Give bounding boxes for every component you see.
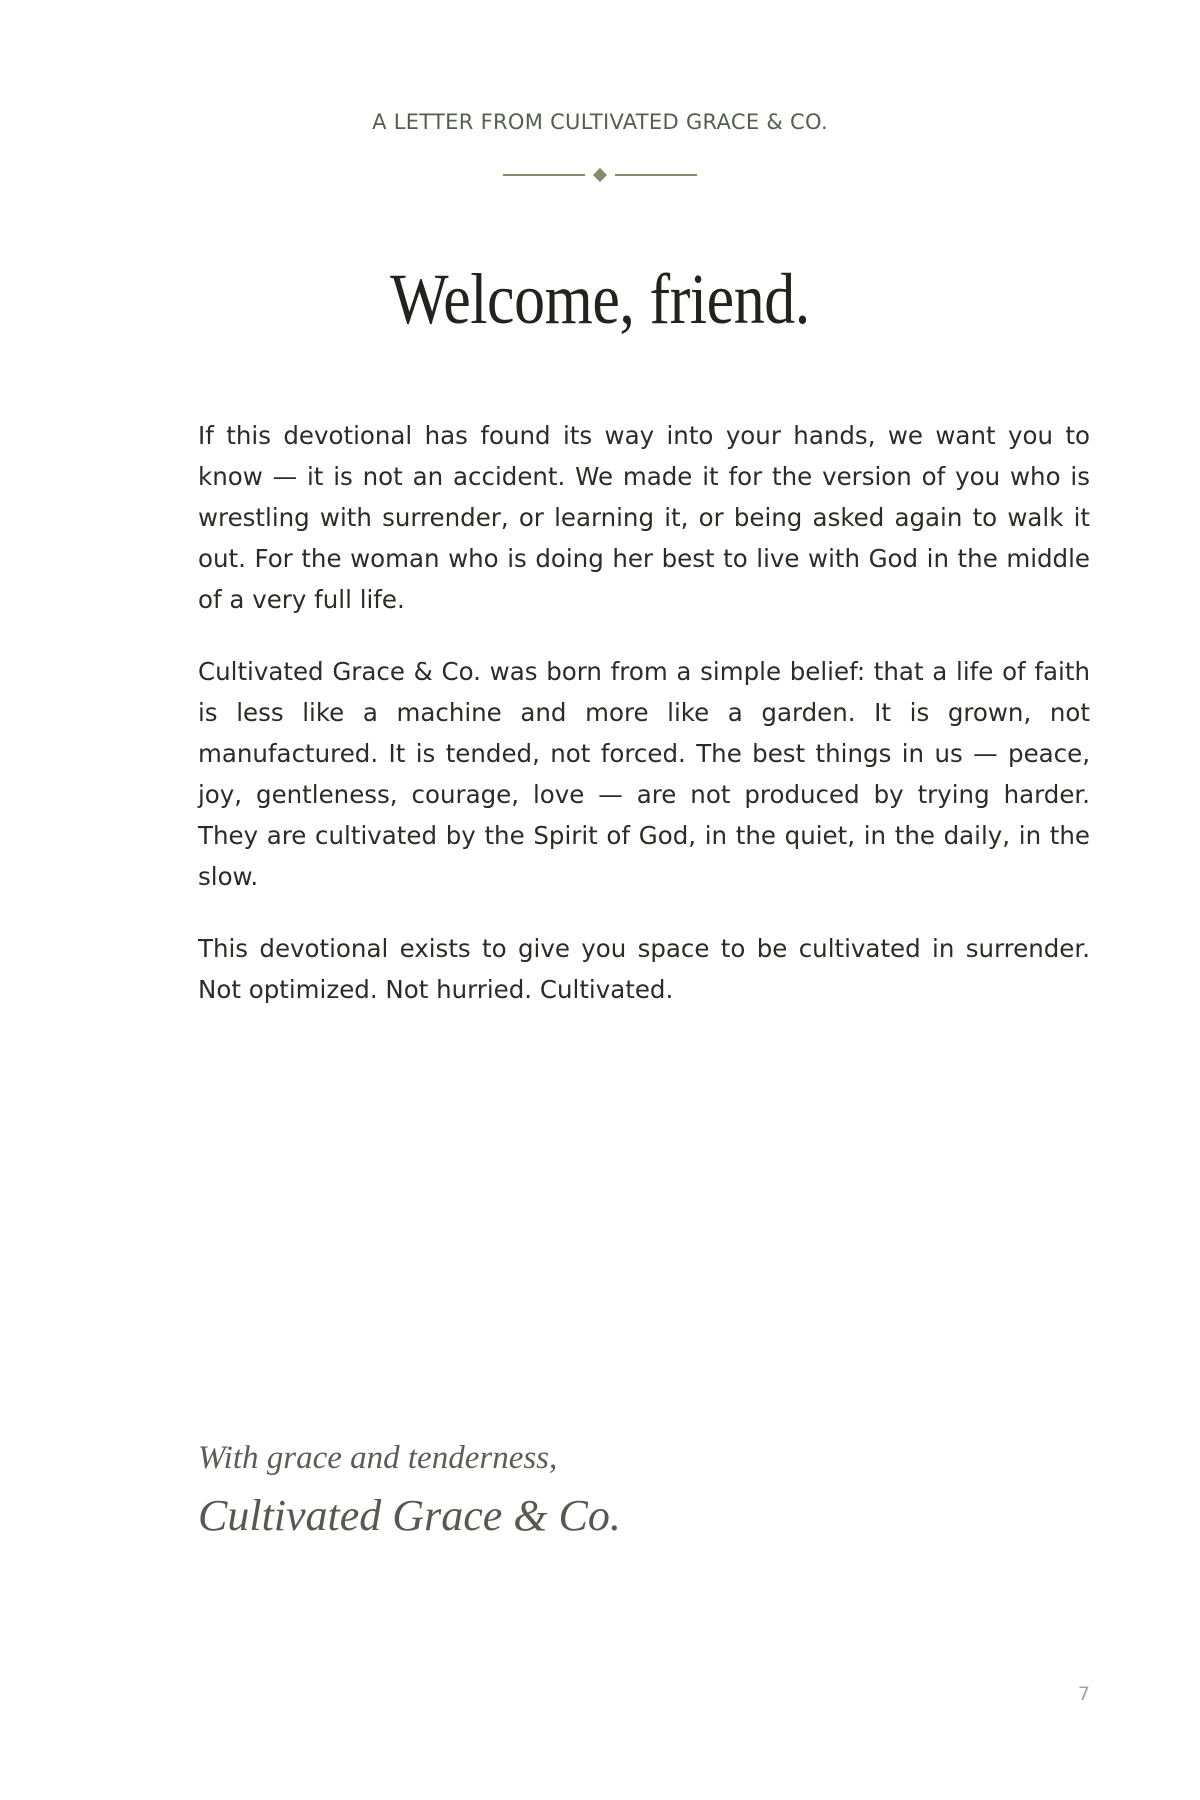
ornament-divider xyxy=(0,167,1200,183)
divider-rule-left xyxy=(503,174,585,176)
page-title: Welcome, friend. xyxy=(390,259,810,339)
body-paragraph: This devotional exists to give you space to be cultivated in surrender. Not optimized. Not hurried. Cultivated. xyxy=(198,934,1090,1004)
letter-body xyxy=(198,415,1090,1041)
body-paragraph: Cultivated Grace & Co. was born from a simple belief: that a life of faith is less like a machine and more like a garden. It is grown, not manufactured. It is tended, not forced. The best things in us — peace, joy, gentleness, courage, love — are not produced by trying harder. They are cultivated by the Spirit of God, in the quiet, in the daily, in the slow. xyxy=(198,657,1090,891)
closing-valediction: With grace and tenderness, xyxy=(198,1440,558,1476)
divider-rule-right xyxy=(615,174,697,176)
body-paragraph: If this devotional has found its way into your hands, we want you to know — it is not an accident. We made it for the version of you who is wrestling with surrender, or learning it, or being asked again to walk it out. For the woman who is doing her best to live with God in the middle of a very full life. xyxy=(198,421,1090,614)
signature: Cultivated Grace & Co. xyxy=(198,1491,621,1540)
page-number: 7 xyxy=(1077,1683,1090,1705)
letter-eyebrow: A LETTER FROM CULTIVATED GRACE & CO. xyxy=(372,110,828,134)
diamond-icon xyxy=(593,168,607,182)
